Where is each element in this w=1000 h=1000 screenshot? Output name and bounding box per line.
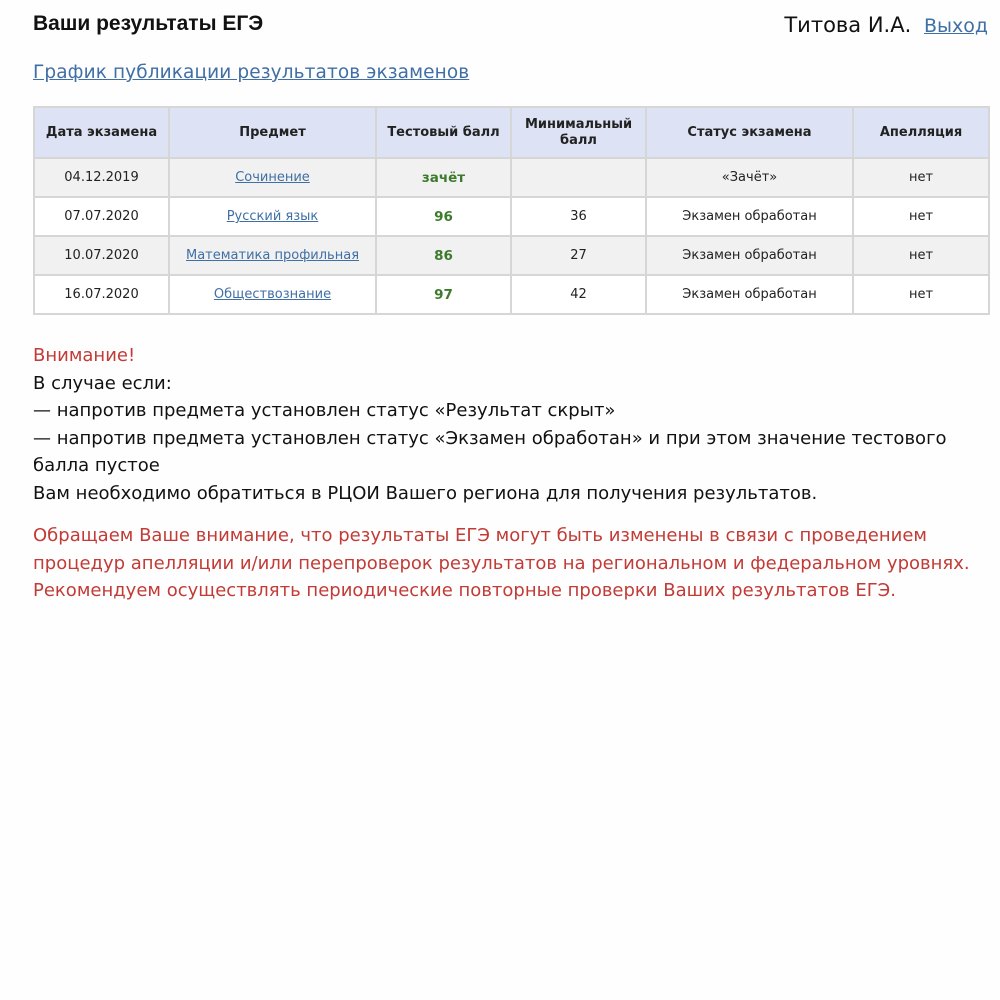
attention-notice xyxy=(33,342,963,508)
column-header-subject: Предмет xyxy=(169,107,376,158)
table-row xyxy=(34,236,989,275)
test-score-value: 86 xyxy=(434,247,453,264)
exam-status: Экзамен обработан xyxy=(646,275,853,314)
appeal: нет xyxy=(853,158,989,197)
table-row xyxy=(34,197,989,236)
table-header-row xyxy=(34,107,989,158)
subject-link[interactable]: Русский язык xyxy=(226,209,319,224)
user-box xyxy=(784,13,988,37)
user-name: Титова И.А. xyxy=(784,13,912,37)
exam-status: Экзамен обработан xyxy=(646,197,853,236)
table-row xyxy=(34,158,989,197)
test-score xyxy=(376,197,511,236)
results-schedule-link[interactable]: График публикации результатов экзаменов xyxy=(33,62,470,83)
page-title: Ваши результаты ЕГЭ xyxy=(33,12,264,35)
notice-line: В случае если: xyxy=(33,372,172,394)
subject-link[interactable]: Математика профильная xyxy=(185,248,360,263)
exam-status: «Зачёт» xyxy=(646,158,853,197)
test-score-value: зачёт xyxy=(421,169,466,186)
logout-link[interactable]: Выход xyxy=(923,15,988,37)
exam-date: 04.12.2019 xyxy=(34,158,169,197)
test-score xyxy=(376,275,511,314)
column-header-min-score: Минимальный балл xyxy=(511,107,646,158)
exam-status: Экзамен обработан xyxy=(646,236,853,275)
test-score xyxy=(376,236,511,275)
results-change-notice: Обращаем Ваше внимание, что результаты ЕГЭ могут быть изменены в связи с проведением процедур апелляции и/или перепроверок результатов на региональном и федеральном уровнях. Рекомендуем осуществлять периодические повторные проверки Ваших результатов ЕГЭ. xyxy=(33,525,970,602)
column-header-appeal: Апелляция xyxy=(853,107,989,158)
notice-line: — напротив предмета установлен статус «Результат скрыт» xyxy=(33,400,616,422)
column-header-date: Дата экзамена xyxy=(34,107,169,158)
subject-cell xyxy=(169,197,376,236)
subject-link[interactable]: Сочинение xyxy=(235,170,310,185)
column-header-test-score: Тестовый балл xyxy=(376,107,511,158)
test-score xyxy=(376,158,511,197)
attention-heading: Внимание! xyxy=(33,345,136,366)
subject-link[interactable]: Обществознание xyxy=(213,287,332,302)
notice-line: — напротив предмета установлен статус «Экзамен обработан» и при этом значение тестового балла пустое xyxy=(33,427,947,477)
min-score: 36 xyxy=(511,197,646,236)
appeal: нет xyxy=(853,197,989,236)
min-score: 42 xyxy=(511,275,646,314)
results-table xyxy=(33,106,990,315)
exam-date: 16.07.2020 xyxy=(34,275,169,314)
subject-cell xyxy=(169,158,376,197)
test-score-value: 96 xyxy=(434,208,453,225)
subject-cell xyxy=(169,236,376,275)
notice-line: Вам необходимо обратиться в РЦОИ Вашего региона для получения результатов. xyxy=(33,482,818,504)
table-row xyxy=(34,275,989,314)
exam-date: 10.07.2020 xyxy=(34,236,169,275)
column-header-status: Статус экзамена xyxy=(646,107,853,158)
appeal: нет xyxy=(853,275,989,314)
min-score xyxy=(511,158,646,197)
subject-cell xyxy=(169,275,376,314)
test-score-value: 97 xyxy=(434,286,453,303)
min-score: 27 xyxy=(511,236,646,275)
appeal: нет xyxy=(853,236,989,275)
exam-date: 07.07.2020 xyxy=(34,197,169,236)
